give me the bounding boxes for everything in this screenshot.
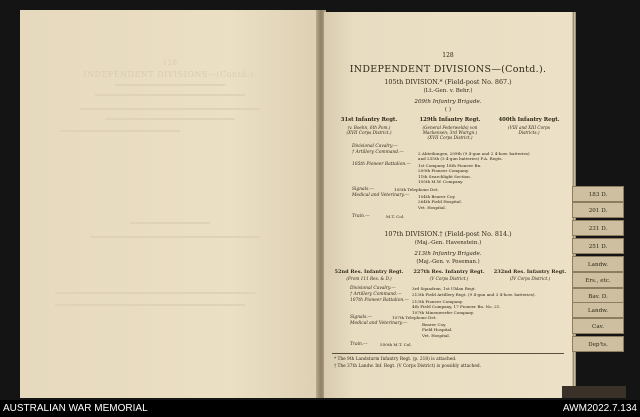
brigade-name: 213th Infantry Brigade. bbox=[414, 251, 482, 257]
brigade-commander: (Maj.-Gen. v. Poseman.) bbox=[416, 259, 480, 265]
unit-label: Train.— bbox=[352, 214, 370, 219]
regiment-note: (v. Boehn, 6th Pom.) (XVII Corps District.) bbox=[346, 125, 392, 136]
unit-text: 104th Bearer Coy. 264th Field Hospital. Vet. Hospital. bbox=[418, 194, 462, 210]
index-tab[interactable]: Landw. bbox=[572, 256, 624, 272]
bleed-line bbox=[55, 292, 255, 294]
bleed-line bbox=[115, 84, 225, 86]
regiment-note: (VIII and XIII Corps Districts.) bbox=[508, 125, 550, 136]
page-number: 128 bbox=[442, 52, 454, 59]
unit-text: 550th M.T. Col. bbox=[380, 342, 412, 347]
footnote: † The 37th Landw. Inf. Regt. (V Corps District) is possibly attached. bbox=[334, 364, 481, 369]
division-commander: (Lt.-Gen. v. Behr.) bbox=[423, 88, 473, 94]
unit-label: 107th Pioneer Battalion.— bbox=[350, 298, 409, 303]
regiment-name: 400th Infantry Regt. bbox=[498, 117, 560, 123]
bleed-line bbox=[105, 118, 235, 120]
brigade-commander: ( ) bbox=[444, 107, 452, 113]
regiment-name: 227th Res. Infantry Regt. bbox=[413, 269, 485, 275]
photo-caption-bar bbox=[0, 400, 640, 417]
regiment-name: 31st Infantry Regt. bbox=[340, 117, 398, 123]
bleed-line bbox=[60, 130, 180, 132]
unit-text: 213th Field Artillery Regt. (9 4-gun and 3 4-how. batteries). bbox=[412, 292, 536, 297]
unit-label: Divisional Cavalry.— bbox=[352, 144, 398, 149]
index-tab[interactable]: Dep'ts. bbox=[572, 336, 624, 352]
division-commander: (Maj.-Gen. Havenstein.) bbox=[414, 240, 482, 246]
unit-label: 105th Pioneer Battalion.— bbox=[352, 162, 411, 167]
regiment-note: (V Corps District.) bbox=[429, 276, 469, 281]
unit-label: Divisional Cavalry.— bbox=[350, 286, 396, 291]
unit-label: Signals.— bbox=[350, 315, 373, 320]
unit-label: Medical and Veterinary.— bbox=[352, 193, 410, 198]
left-page-number-bleed: 126 bbox=[162, 59, 178, 67]
unit-label: † Artillery Command.— bbox=[350, 292, 402, 297]
bleed-line bbox=[90, 236, 260, 238]
footnote: * The 9th Landsturm Infantry Regt. (p. 218) is attached. bbox=[334, 357, 457, 362]
index-tab[interactable]: 183 D. bbox=[572, 186, 624, 202]
brigade-name: 209th Infantry Brigade. bbox=[414, 99, 482, 105]
unit-text: Bearer Coy. Field Hospital. Vet. Hospital. bbox=[422, 322, 453, 338]
left-page-title-bleed: INDEPENDENT DIVISIONS—(Contd.). bbox=[83, 70, 257, 79]
unit-text: 105th Telephone Det. bbox=[394, 187, 439, 192]
index-tab[interactable]: 201 D. bbox=[572, 202, 624, 218]
unit-label: Medical and Veterinary.— bbox=[350, 321, 408, 326]
unit-text: 2 Abteilungen, 209th (9 4-gun and 2 4-how. batteries) and 235th (3 4-gun batteries) F.A. Regts. bbox=[418, 151, 530, 162]
index-tab[interactable]: Cav. bbox=[572, 318, 624, 334]
left-page bbox=[20, 10, 320, 398]
index-tab[interactable]: Ers., etc. bbox=[572, 272, 624, 288]
page-title: INDEPENDENT DIVISIONS—(Contd.). bbox=[349, 64, 547, 75]
bleed-line bbox=[95, 94, 245, 96]
regiment-note: (From 111 Res. & D.) bbox=[346, 276, 392, 281]
unit-text: 213th Pioneer Company. 4th Field Company, 17 Pioneer Bn. No. 21. 107th Minenwerfer Company. bbox=[412, 299, 501, 315]
regiment-note: (IV Corps District.) bbox=[509, 276, 551, 281]
regiment-name: 52nd Res. Infantry Regt. bbox=[334, 269, 404, 275]
book-edge bbox=[562, 386, 626, 398]
regiment-note: (General Federwelds) von Mackensen; 3rd Wurtgn.) (XVII Corps District.) bbox=[422, 125, 478, 141]
unit-text: 3rd Squadron, 1st Uhlan Regt. bbox=[412, 286, 476, 291]
unit-text: 107th Telephone Det. bbox=[392, 315, 437, 320]
footnote-rule bbox=[332, 353, 564, 354]
division-heading: 105th DIVISION.* (Field-post No. 867.) bbox=[384, 78, 512, 86]
right-page bbox=[324, 12, 572, 398]
index-tab[interactable]: 231 D. bbox=[572, 220, 624, 236]
bleed-line bbox=[55, 304, 245, 306]
unit-label: † Artillery Command.— bbox=[352, 150, 404, 155]
index-tab[interactable]: 251 D. bbox=[572, 238, 624, 254]
caption-accession-number: AWM2022.7.134 bbox=[562, 403, 637, 414]
unit-label: Signals.— bbox=[352, 187, 375, 192]
regiment-name: 129th Infantry Regt. bbox=[419, 117, 481, 123]
bleed-line bbox=[80, 108, 260, 110]
regiment-name: 232nd Res. Infantry Regt. bbox=[493, 269, 567, 275]
unit-label: Train.— bbox=[350, 342, 368, 347]
index-tab[interactable]: Bav. D. bbox=[572, 288, 624, 304]
division-heading: 107th DIVISION.† (Field-post No. 814.) bbox=[384, 230, 512, 238]
index-tab[interactable]: Landw. bbox=[572, 302, 624, 318]
bleed-line bbox=[130, 222, 210, 224]
unit-text: 1st Company 18th Pioneer Bn. 209th Pioneer Company. 11th Searchlight Section. 105th M.W. Company. bbox=[418, 163, 482, 184]
caption-source: AUSTRALIAN WAR MEMORIAL bbox=[3, 403, 148, 414]
unit-text: M.T. Col. bbox=[386, 214, 405, 219]
